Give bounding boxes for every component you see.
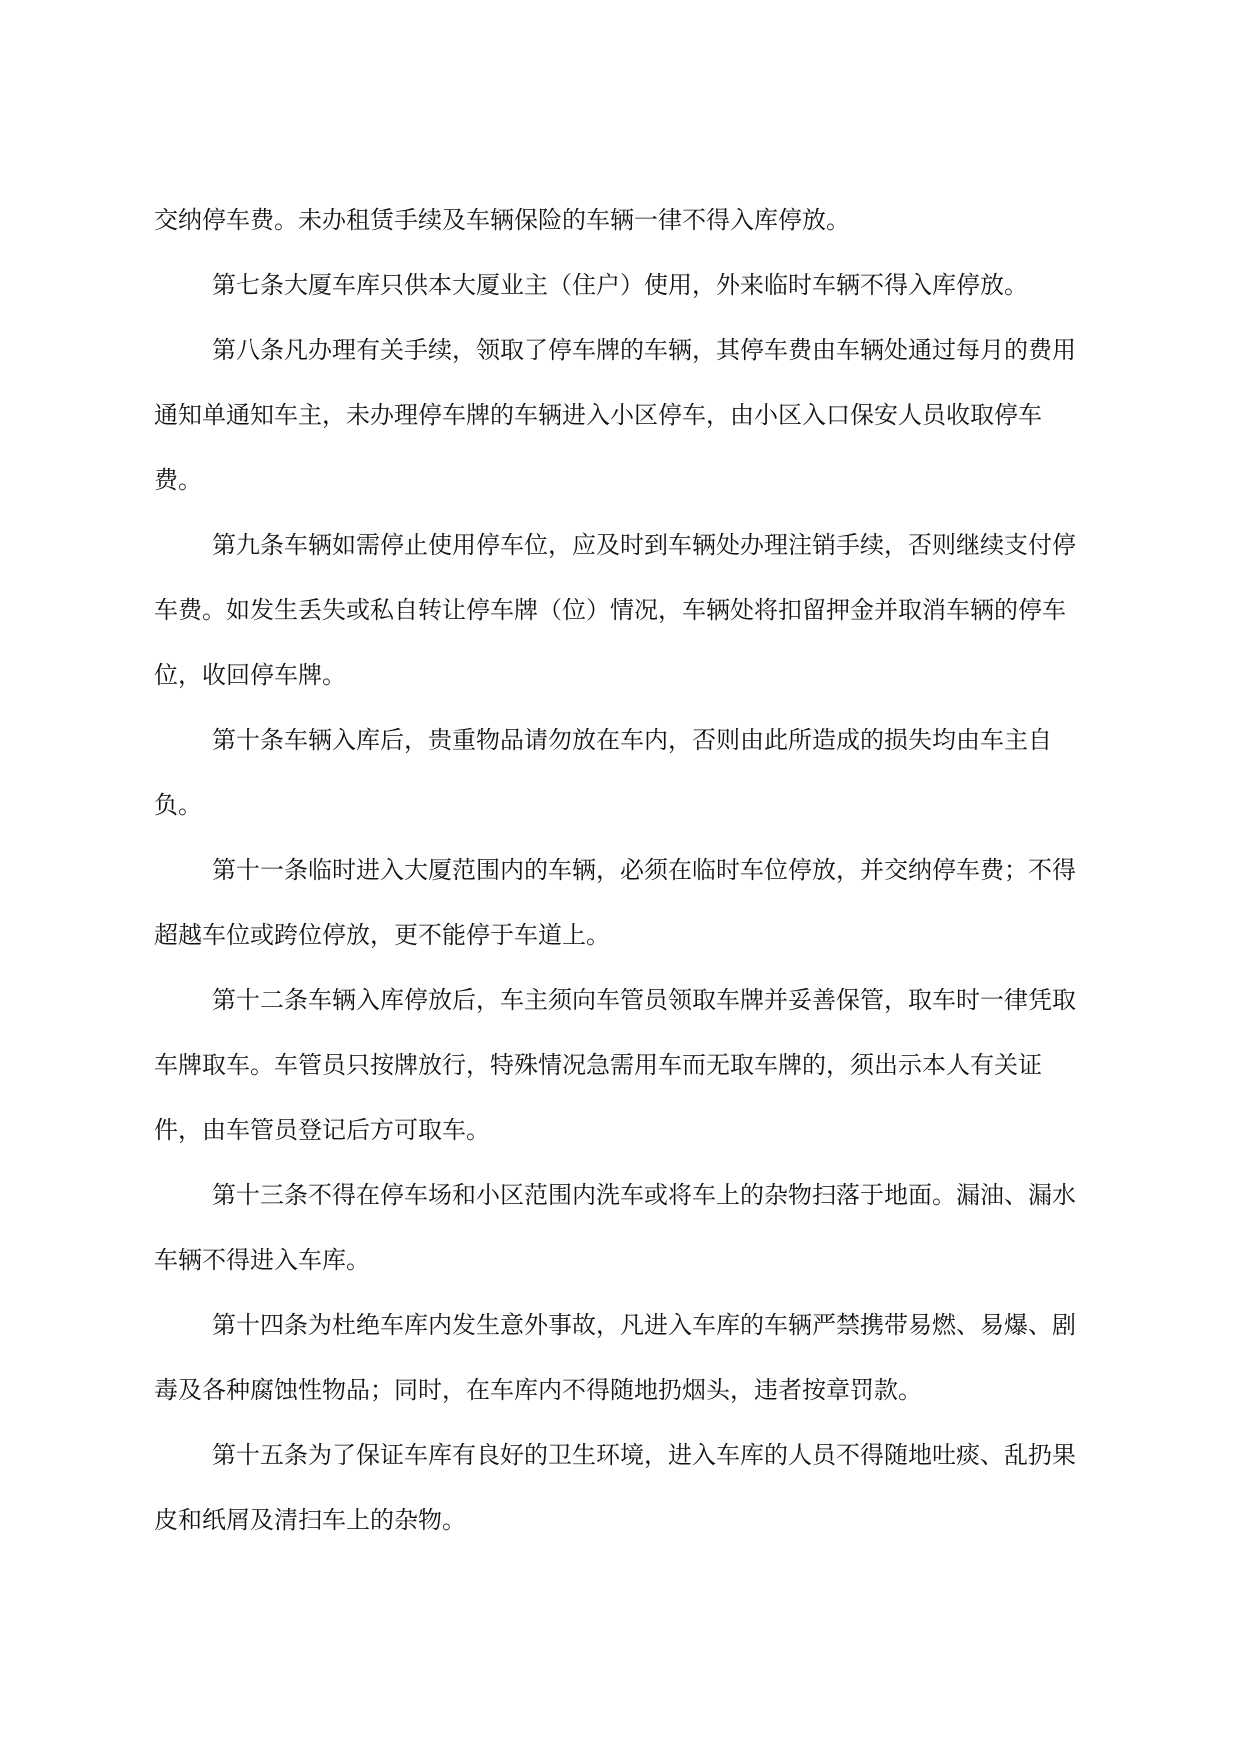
paragraph-article-13: 第十三条不得在停车场和小区范围内洗车或将车上的杂物扫落于地面。漏油、漏水车辆不得进入车库。 [154, 1181, 1076, 1274]
paragraph-article-11: 第十一条临时进入大厦范围内的车辆，必须在临时车位停放，并交纳停车费；不得超越车位或跨位停放，更不能停于车道上。 [154, 856, 1076, 949]
document-body [154, 188, 1086, 1553]
paragraph-article-7: 第七条大厦车库只供本大厦业主（住户）使用，外来临时车辆不得入库停放。 [212, 271, 1028, 299]
paragraph-article-15: 第十五条为了保证车库有良好的卫生环境，进入车库的人员不得随地吐痰、乱扔果皮和纸屑及清扫车上的杂物。 [154, 1441, 1076, 1534]
paragraph-article-10: 第十条车辆入库后，贵重物品请勿放在车内，否则由此所造成的损失均由车主自负。 [154, 726, 1052, 819]
paragraph-continuation: 交纳停车费。未办租赁手续及车辆保险的车辆一律不得入库停放。 [154, 206, 850, 234]
paragraph-article-9: 第九条车辆如需停止使用停车位，应及时到车辆处办理注销手续，否则继续支付停车费。如发生丢失或私自转让停车牌（位）情况，车辆处将扣留押金并取消车辆的停车位，收回停车牌。 [154, 531, 1076, 689]
paragraph-article-8: 第八条凡办理有关手续，领取了停车牌的车辆，其停车费由车辆处通过每月的费用通知单通知车主，未办理停车牌的车辆进入小区停车，由小区入口保安人员收取停车费。 [154, 336, 1076, 494]
paragraph-article-12: 第十二条车辆入库停放后，车主须向车管员领取车牌并妥善保管，取车时一律凭取车牌取车。车管员只按牌放行，特殊情况急需用车而无取车牌的，须出示本人有关证件，由车管员登记后方可取车。 [154, 986, 1076, 1144]
paragraph-article-14: 第十四条为杜绝车库内发生意外事故，凡进入车库的车辆严禁携带易燃、易爆、剧毒及各种腐蚀性物品；同时，在车库内不得随地扔烟头，违者按章罚款。 [154, 1311, 1076, 1404]
